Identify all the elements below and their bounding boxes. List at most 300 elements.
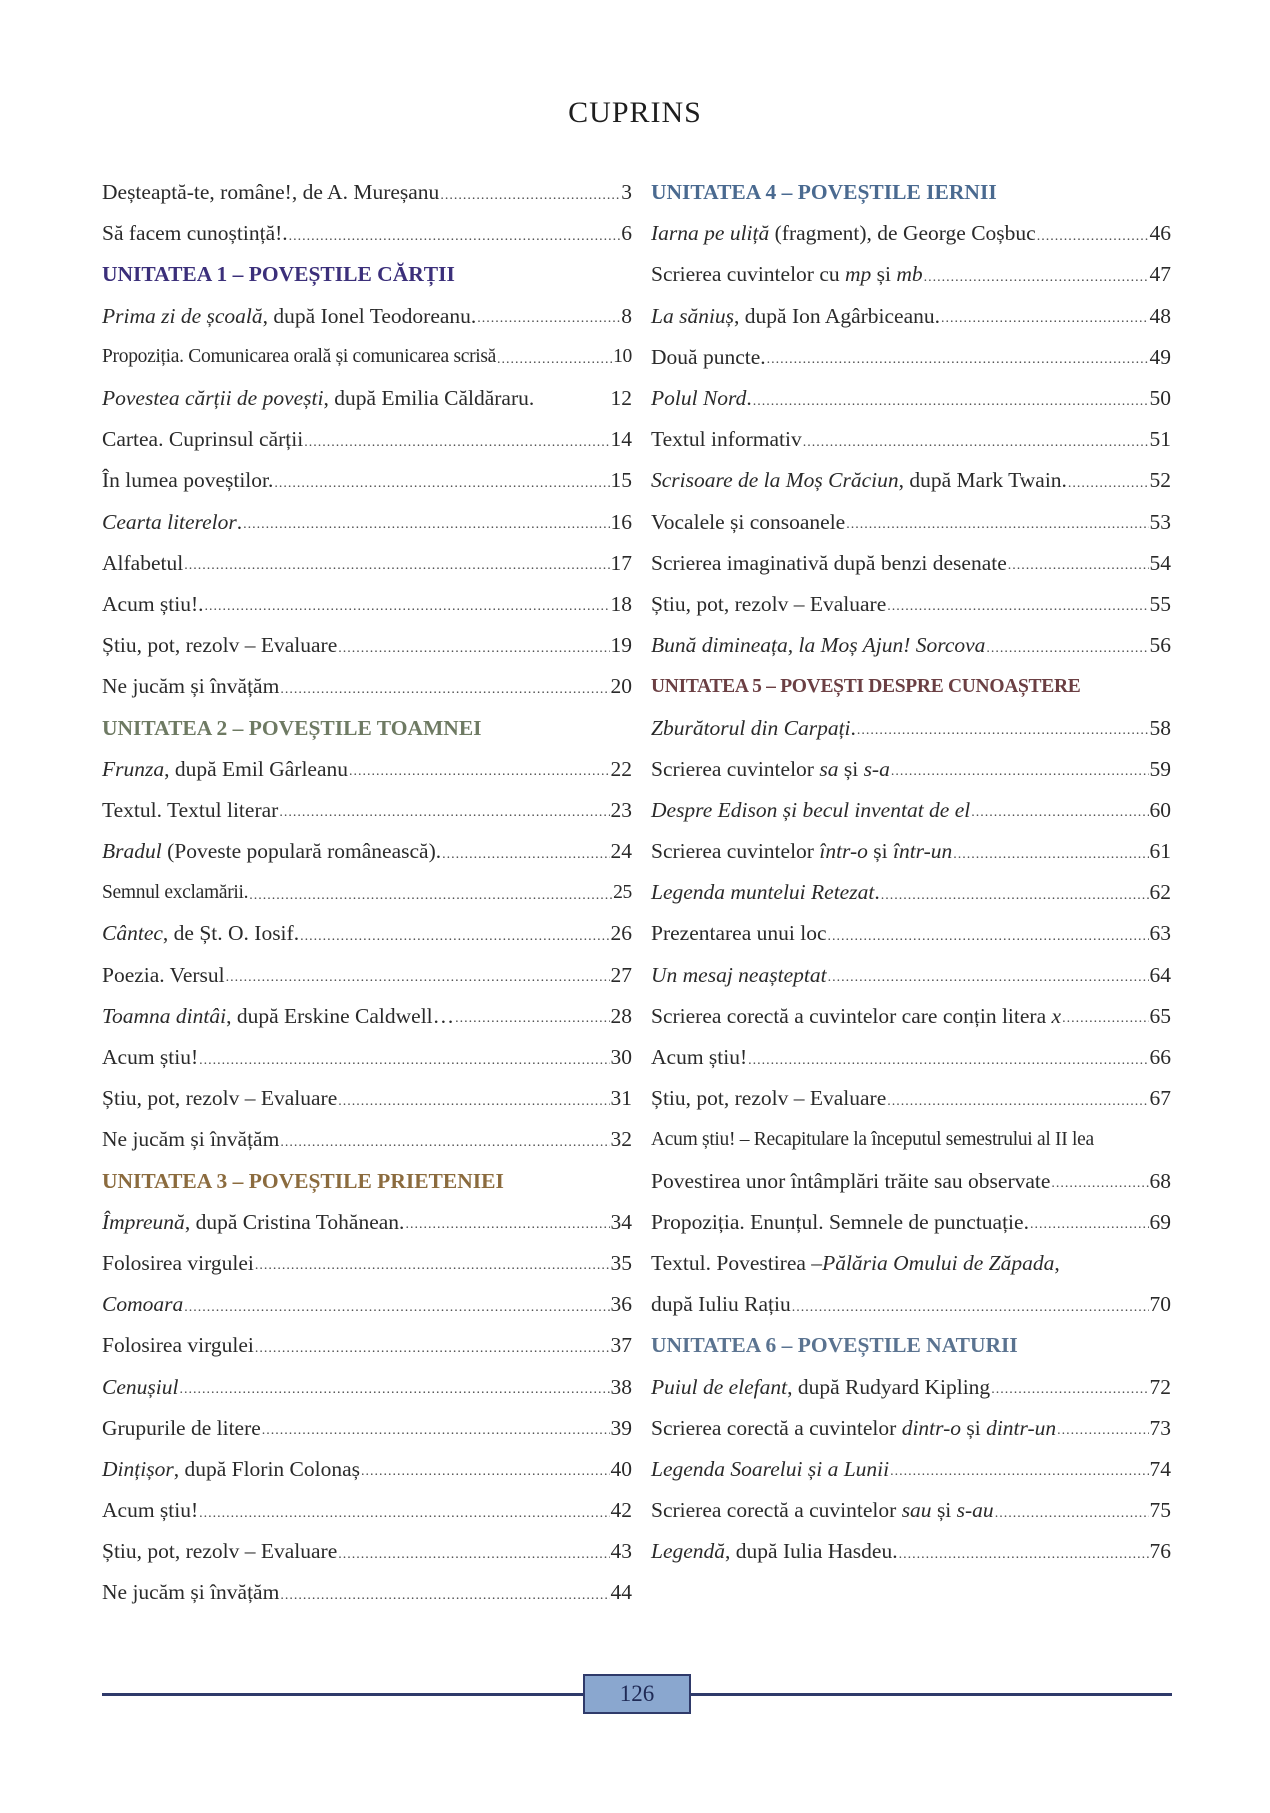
toc-entry (102, 1366, 632, 1407)
toc-entry-page: 22 (610, 756, 632, 781)
toc-entry-page: 26 (610, 921, 632, 946)
toc-entry-page: 10 (613, 346, 632, 368)
toc-entry-title (102, 1333, 254, 1358)
toc-entry-text: Toamna dintâi (102, 1003, 227, 1028)
toc-entry (102, 1531, 632, 1572)
toc-entry-text: Textul. Povestirea – (651, 1250, 823, 1275)
dot-leader (991, 1382, 1148, 1398)
dot-leader (1057, 1423, 1148, 1439)
toc-entry-page: 24 (610, 839, 632, 864)
toc-entry-page: 73 (1149, 1415, 1171, 1440)
dot-leader (767, 352, 1149, 368)
toc-entry-text: , după Cristina Tohănean. (184, 1209, 405, 1234)
toc-entry (102, 296, 632, 337)
toc-entry-text: mb (896, 262, 923, 287)
toc-entry (102, 172, 632, 213)
toc-entry-text: , de Șt. O. Iosif. (162, 921, 300, 946)
toc-entry-page: 64 (1149, 962, 1171, 987)
dot-leader (995, 1506, 1149, 1522)
toc-entry (651, 913, 1171, 954)
toc-entry-title (651, 1251, 1171, 1276)
toc-entry-text: Alfabetul (102, 550, 184, 575)
toc-entry-text: Legenda muntelui Retezat (651, 880, 875, 905)
unit-heading-text: UNITATEA 1 – POVEȘTILE CĂRȚII (102, 262, 455, 287)
toc-entry-text: sau (901, 1498, 932, 1523)
toc-entry-page: 27 (610, 962, 632, 987)
toc-entry (651, 1202, 1171, 1243)
toc-entry-text: , după Erskine Caldwell… (226, 1003, 455, 1028)
unit-heading-text: UNITATEA 5 – POVEȘTI DESPRE CUNOAȘTERE (651, 675, 1081, 697)
toc-entry-text: Acum știu! – Recapitulare la începutul semestrului al II lea (651, 1128, 1094, 1150)
toc-entry-text: mp (845, 262, 872, 287)
toc-entry (102, 831, 632, 872)
dot-leader (1037, 229, 1149, 245)
toc-entry-text: Polul Nord (651, 386, 747, 411)
toc-entry-page: 39 (610, 1415, 632, 1440)
toc-entry-text: Vocalele și consoanele (651, 509, 846, 534)
toc-entry-text: Ne jucăm și învățăm (102, 1580, 280, 1605)
dot-leader (1008, 558, 1149, 574)
dot-leader (304, 435, 609, 451)
toc-entry-title (651, 921, 827, 946)
page-title: CUPRINS (568, 96, 702, 129)
toc-entry-page: 17 (610, 550, 632, 575)
toc-entry-page: 42 (610, 1498, 632, 1523)
toc-entry-text: , după Emilia Căldăraru. (323, 386, 535, 411)
toc-entry (102, 584, 632, 625)
toc-entry-text: (Poveste populară românească). (161, 839, 442, 864)
unit-heading-text: UNITATEA 3 – POVEȘTILE PRIETENIEI (102, 1168, 504, 1193)
toc-entry-text: (fragment), de George Coșbuc (769, 221, 1036, 246)
toc-entry-text: Semnul exclamării. (102, 881, 249, 903)
toc-entry (651, 1490, 1171, 1531)
unit-heading (651, 666, 1171, 707)
toc-entry-page: 46 (1149, 221, 1171, 246)
toc-entry-text: , după Ionel Teodoreanu. (262, 303, 477, 328)
toc-entry (651, 996, 1171, 1037)
toc-entry (651, 955, 1171, 996)
toc-entry-title (102, 1292, 183, 1317)
toc-entry-text: Textul. Textul literar (102, 797, 279, 822)
toc-entry (651, 1161, 1171, 1202)
toc-entry-text: x (1051, 1003, 1062, 1028)
dot-leader (205, 599, 610, 615)
toc-entry-title (651, 716, 856, 741)
dot-leader (881, 888, 1149, 904)
toc-entry (102, 1037, 632, 1078)
dot-leader (440, 188, 620, 204)
toc-entry-title (102, 304, 476, 329)
toc-entry (102, 213, 632, 254)
toc-entry (651, 296, 1171, 337)
dot-leader (179, 1382, 609, 1398)
unit-heading (102, 707, 632, 748)
dot-leader (280, 682, 609, 698)
toc-entry-title (102, 180, 439, 205)
toc-entry-title (651, 963, 827, 988)
toc-entry-text: Scrierea cuvintelor cu (651, 262, 846, 287)
dot-leader (289, 229, 621, 245)
toc-entry-title (651, 1086, 886, 1111)
toc-entry-title (651, 468, 1067, 493)
toc-entry-page: 47 (1149, 262, 1171, 287)
toc-entry-title (102, 798, 278, 823)
toc-entry-title (102, 1127, 279, 1152)
toc-entry (651, 707, 1171, 748)
unit-heading-text: UNITATEA 4 – POVEȘTILE IERNII (651, 180, 997, 205)
page-number: 126 (619, 1681, 655, 1706)
toc-entry (651, 213, 1171, 254)
toc-entry-page: 16 (610, 509, 632, 534)
toc-entry (102, 955, 632, 996)
toc-entry-text: Acum știu! (102, 1498, 199, 1523)
toc-entry-title (651, 1169, 1050, 1194)
unit-heading (102, 1161, 632, 1202)
toc-entry-page: 67 (1149, 1086, 1171, 1111)
toc-entry-text: Să facem cunoștință!. (102, 221, 288, 246)
unit-heading-text: UNITATEA 2 – POVEȘTILE TOAMNEI (102, 715, 482, 740)
toc-entry-page: 31 (610, 1086, 632, 1111)
toc-left-column (102, 172, 632, 1614)
toc-entry-title (102, 1498, 198, 1523)
toc-entry (651, 625, 1171, 666)
dot-leader (255, 1258, 610, 1274)
toc-entry (102, 543, 632, 584)
toc-entry-title (102, 386, 534, 411)
dot-leader (748, 1053, 1148, 1069)
dot-leader (349, 764, 609, 780)
toc-entry-title (102, 592, 204, 617)
toc-entry-title (102, 633, 337, 658)
toc-entry-page: 66 (1149, 1045, 1171, 1070)
toc-entry (102, 502, 632, 543)
toc-entry-text: , (1054, 1250, 1060, 1275)
toc-entry-page: 12 (610, 386, 632, 411)
toc-entry-page: 32 (610, 1127, 632, 1152)
toc-line (651, 1119, 1171, 1160)
toc-entry-page: 25 (613, 881, 632, 903)
toc-entry-title (651, 1045, 747, 1070)
toc-entry-text: într-un (892, 839, 953, 864)
toc-entry-text: Scrierea corectă a cuvintelor (651, 1498, 902, 1523)
toc-entry (102, 419, 632, 460)
toc-entry-text: Dințișor (102, 1456, 174, 1481)
toc-entry-text: Un mesaj neașteptat (651, 962, 827, 987)
toc-entry-text: Comoara (102, 1292, 184, 1317)
dot-leader (199, 1053, 609, 1069)
dot-leader (184, 1300, 609, 1316)
toc-entry-title (651, 510, 845, 535)
toc-entry (651, 831, 1171, 872)
toc-entry-title (102, 674, 279, 699)
unit-heading (102, 254, 632, 295)
toc-entry (102, 1202, 632, 1243)
toc-entry (102, 996, 632, 1037)
toc-entry-text: după Iuliu Rațiu (651, 1292, 791, 1317)
toc-entry (651, 1078, 1171, 1119)
dot-leader (792, 1300, 1149, 1316)
toc-entry-text: Despre Edison și becul inventat de el (651, 797, 971, 822)
toc-entry-text: . (874, 880, 880, 905)
unit-heading (651, 1325, 1171, 1366)
toc-entry-title (102, 1457, 360, 1482)
toc-entry-text: , după Mark Twain. (898, 468, 1067, 493)
toc-entry-text: Știu, pot, rezolv – Evaluare (102, 1086, 338, 1111)
toc-entry-title (651, 1416, 1056, 1441)
toc-entry-text: Scrierea corectă a cuvintelor care conțin litera (651, 1003, 1052, 1028)
dot-leader (262, 1423, 610, 1439)
dot-leader (828, 929, 1149, 945)
toc-line (651, 1243, 1171, 1284)
toc-entry-title (651, 757, 890, 782)
toc-entry-page: 68 (1149, 1168, 1171, 1193)
dot-leader (405, 1217, 609, 1233)
toc-entry-title (651, 304, 940, 329)
toc-entry-page: 35 (610, 1250, 632, 1275)
toc-entry-text: Folosirea virgulei (102, 1333, 254, 1358)
toc-entry-text: și (871, 262, 897, 287)
toc-entry-text: , după Iulia Hasdeu. (725, 1539, 898, 1564)
toc-entry-text: și (838, 756, 864, 781)
toc-entry (102, 1119, 632, 1160)
toc-entry-title (102, 427, 303, 452)
toc-entry-page: 14 (610, 427, 632, 452)
toc-entry-page: 8 (621, 303, 632, 328)
toc-entry (651, 1449, 1171, 1490)
toc-entry-page: 58 (1149, 715, 1171, 740)
dot-leader (199, 1506, 609, 1522)
toc-entry-title (651, 262, 923, 287)
unit-heading-text: UNITATEA 6 – POVEȘTILE NATURII (651, 1333, 1018, 1358)
toc-entry (102, 460, 632, 501)
toc-entry-title (102, 1210, 404, 1235)
toc-entry (102, 625, 632, 666)
toc-entry-page: 18 (610, 591, 632, 616)
dot-leader (1062, 1011, 1148, 1027)
toc-entry (651, 1531, 1171, 1572)
toc-entry (102, 913, 632, 954)
dot-leader (857, 723, 1149, 739)
toc-entry-text: și (867, 839, 893, 864)
toc-entry-title (651, 1539, 898, 1564)
toc-entry-title (102, 551, 183, 576)
toc-entry-text: Scrierea cuvintelor (651, 756, 820, 781)
dot-leader (455, 1011, 609, 1027)
toc-entry-page: 59 (1149, 756, 1171, 781)
dot-leader (1068, 476, 1149, 492)
toc-entry (102, 1572, 632, 1613)
toc-entry (102, 749, 632, 790)
toc-entry-text: Acum știu! (651, 1045, 748, 1070)
dot-leader (899, 1547, 1149, 1563)
toc-entry-page: 6 (621, 221, 632, 246)
dot-leader (274, 476, 609, 492)
toc-entry (651, 1037, 1171, 1078)
toc-entry-text: Folosirea virgulei (102, 1250, 254, 1275)
toc-entry-title (102, 346, 496, 368)
toc-entry-text: Scrierea imaginativă după benzi desenate (651, 550, 1007, 575)
dot-leader (280, 1135, 609, 1151)
toc-entry-page: 34 (610, 1209, 632, 1234)
toc-entry-title (651, 798, 970, 823)
toc-entry-page: 76 (1149, 1539, 1171, 1564)
toc-entry-title (651, 386, 752, 411)
toc-entry-title (102, 468, 273, 493)
toc-entry-page: 3 (621, 180, 632, 205)
toc-entry-page: 37 (610, 1333, 632, 1358)
toc-entry-text: Împreună (102, 1209, 185, 1234)
toc-entry (651, 1366, 1171, 1407)
dot-leader (971, 805, 1148, 821)
toc-entry (651, 378, 1171, 419)
dot-leader (442, 847, 609, 863)
page-number-box (583, 1674, 691, 1714)
toc-entry-page: 28 (610, 1003, 632, 1028)
toc-entry-page: 72 (1149, 1374, 1171, 1399)
toc-entry-text: Deșteaptă-te, române!, de A. Mureșanu (102, 180, 440, 205)
toc-entry-text: . (236, 509, 243, 534)
toc-entry-title (102, 221, 288, 246)
toc-entry-page: 60 (1149, 797, 1171, 822)
toc-entry-title (651, 221, 1036, 246)
toc-entry (651, 254, 1171, 295)
toc-entry-page: 15 (610, 468, 632, 493)
toc-entry-title (102, 839, 441, 864)
dot-leader (1030, 1217, 1149, 1233)
toc-entry-title (651, 551, 1007, 576)
toc-entry-page: 75 (1149, 1498, 1171, 1523)
dot-leader (280, 1588, 609, 1604)
toc-entry-text: și (931, 1498, 957, 1523)
toc-entry (102, 790, 632, 831)
dot-leader (1051, 1176, 1148, 1192)
toc-entry (102, 666, 632, 707)
toc-entry-title (102, 921, 299, 946)
toc-entry-title (102, 757, 348, 782)
toc-entry-title (102, 1539, 337, 1564)
toc-entry-page: 48 (1149, 303, 1171, 328)
toc-entry-title (102, 510, 242, 535)
dot-leader (890, 1464, 1148, 1480)
toc-entry-text: , după Rudyard Kipling (787, 1374, 991, 1399)
toc-entry-title (651, 839, 952, 864)
toc-entry (102, 337, 632, 378)
toc-entry-page: 43 (610, 1539, 632, 1564)
toc-entry-text: s-au (956, 1498, 994, 1523)
toc-entry (651, 460, 1171, 501)
toc-entry-page: 54 (1149, 550, 1171, 575)
toc-entry-page: 19 (610, 633, 632, 658)
toc-entry-text: Știu, pot, rezolv – Evaluare (102, 633, 338, 658)
toc-entry-page: 52 (1149, 468, 1171, 493)
toc-entry (102, 1078, 632, 1119)
toc-entry-text: Grupurile de litere (102, 1415, 261, 1440)
toc-entry-text: Știu, pot, rezolv – Evaluare (651, 591, 887, 616)
toc-entry (102, 1243, 632, 1284)
dot-leader (497, 352, 612, 368)
toc-entry-page: 49 (1149, 344, 1171, 369)
dot-leader (338, 1547, 609, 1563)
dot-leader (300, 929, 609, 945)
toc-entry-page: 74 (1149, 1456, 1171, 1481)
dot-leader (477, 311, 620, 327)
toc-entry-text: Textul informativ (651, 427, 802, 452)
toc-entry-text: Pălăria Omului de Zăpada (822, 1250, 1055, 1275)
toc-entry-text: Cenușiul (102, 1374, 179, 1399)
toc-entry-text: dintr-un (986, 1415, 1057, 1440)
toc-entry (651, 502, 1171, 543)
toc-entry-title (651, 880, 880, 905)
toc-entry-text: dintr-o (901, 1415, 961, 1440)
toc-entry-text: Cearta literelor (102, 509, 237, 534)
dot-leader (846, 517, 1148, 533)
toc-entry-title (102, 963, 225, 988)
toc-entry (651, 419, 1171, 460)
toc-entry (102, 1284, 632, 1325)
toc-entry-text: , după Ion Agârbiceanu. (734, 303, 941, 328)
toc-entry-title (651, 1292, 791, 1317)
dot-leader (986, 641, 1148, 657)
toc-entry-text: Legendă (651, 1539, 726, 1564)
dot-leader (279, 805, 609, 821)
toc-entry (102, 1490, 632, 1531)
toc-entry-title (651, 1129, 1171, 1151)
toc-entry-text: , după Emil Gârleanu (164, 756, 349, 781)
toc-entry-text: . (850, 715, 856, 740)
toc-entry (651, 543, 1171, 584)
toc-entry-title (651, 1004, 1061, 1029)
toc-entry-text: Știu, pot, rezolv – Evaluare (102, 1539, 338, 1564)
dot-leader (887, 599, 1148, 615)
toc-entry-text: Puiul de elefant (651, 1374, 788, 1399)
toc-entry-text: La săniuș (651, 303, 735, 328)
toc-entry-title (651, 633, 985, 658)
toc-entry (651, 749, 1171, 790)
toc-entry-text: , după Florin Colonaș (173, 1456, 361, 1481)
toc-entry-text: . (746, 386, 752, 411)
toc-entry-title (651, 1210, 1029, 1235)
toc-entry-page: 65 (1149, 1003, 1171, 1028)
dot-leader (887, 1094, 1148, 1110)
dot-leader (891, 764, 1149, 780)
toc-entry-page: 20 (610, 674, 632, 699)
toc-entry-title (102, 1004, 454, 1029)
toc-entry-page: 70 (1149, 1292, 1171, 1317)
toc-entry-text: Scrisoare de la Moș Crăciun (651, 468, 899, 493)
toc-entry-text: Propoziția. Enunțul. Semnele de punctuație. (651, 1209, 1029, 1234)
toc-entry (651, 1284, 1171, 1325)
dot-leader (255, 1341, 610, 1357)
toc-entry-page: 30 (610, 1045, 632, 1070)
toc-entry-page: 38 (610, 1374, 632, 1399)
toc-entry-title (102, 1580, 279, 1605)
toc-entry-title (651, 592, 886, 617)
dot-leader (828, 970, 1149, 986)
toc-entry (102, 378, 632, 419)
toc-entry-title (102, 1416, 261, 1441)
toc-entry (651, 872, 1171, 913)
toc-entry-title (102, 882, 248, 904)
dot-leader (753, 394, 1149, 410)
dot-leader (249, 888, 612, 904)
dot-leader (226, 970, 610, 986)
toc-entry (651, 584, 1171, 625)
toc-entry-title (651, 1498, 994, 1523)
toc-entry (651, 1408, 1171, 1449)
toc-entry-page: 44 (610, 1580, 632, 1605)
toc-entry-title (651, 427, 802, 452)
toc-entry-text: Acum știu!. (102, 591, 204, 616)
